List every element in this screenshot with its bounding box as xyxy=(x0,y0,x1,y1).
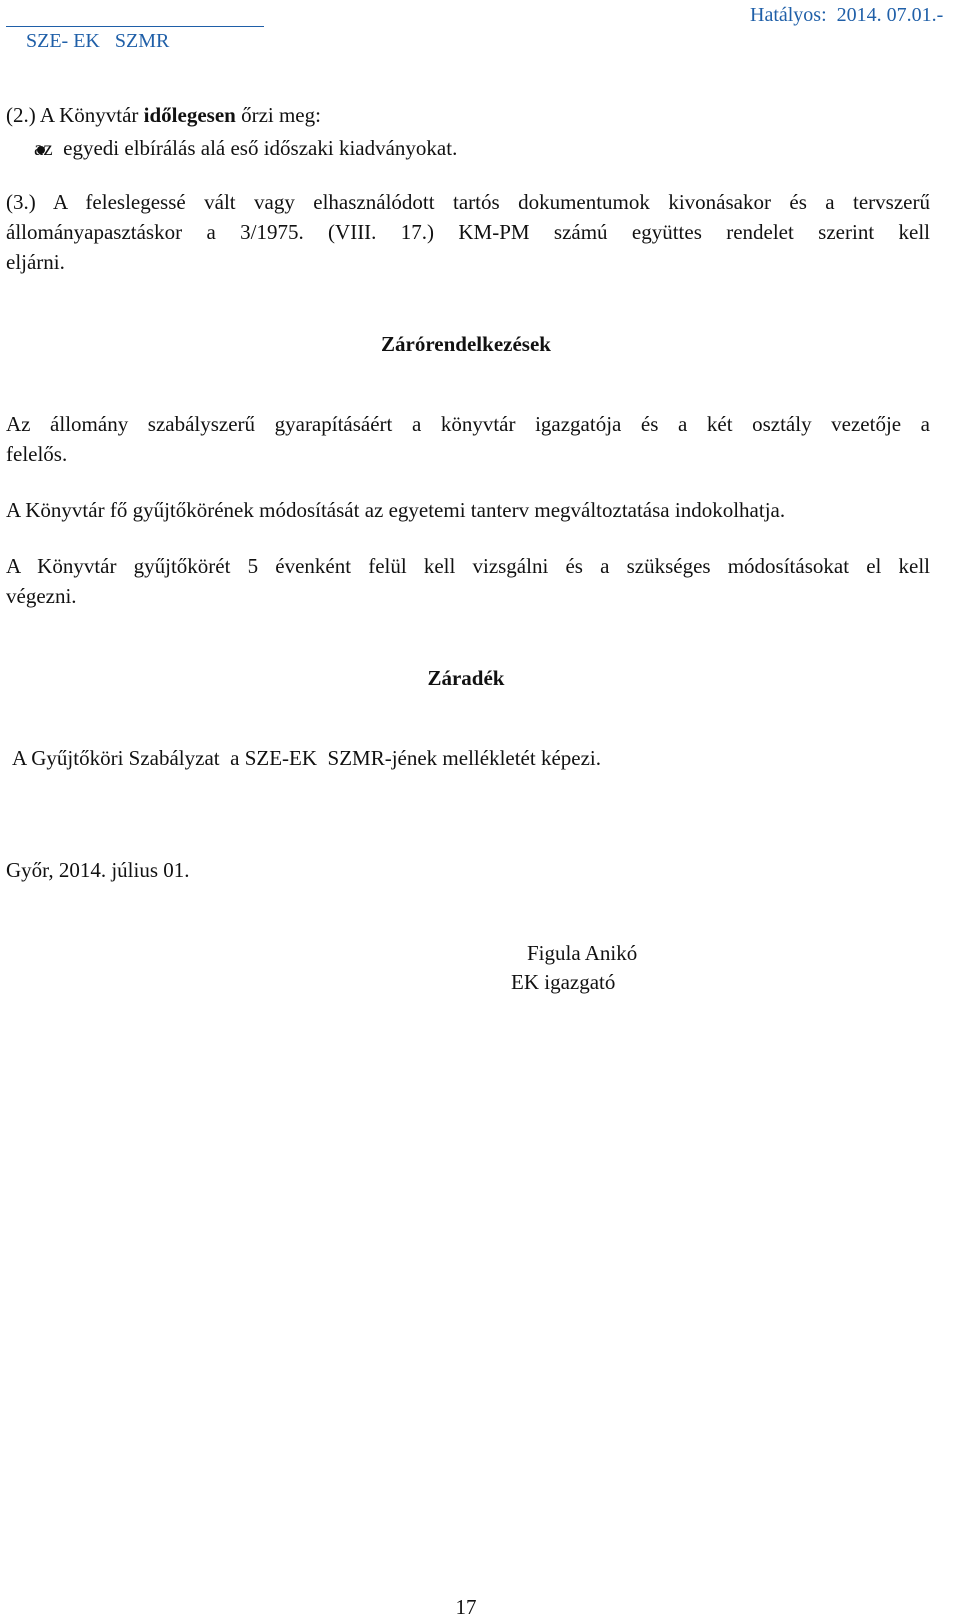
paragraph-2-suffix: őrzi meg: xyxy=(235,103,321,127)
paragraph-2 xyxy=(6,100,930,130)
header-underline xyxy=(6,26,264,27)
closing-paragraph-2 xyxy=(6,495,930,525)
header-document-code xyxy=(6,2,169,106)
header-effective-date: Hatályos: 2014. 07.01.- xyxy=(750,4,944,26)
header-document-code-text: SZE- EK SZMR xyxy=(26,30,170,52)
closing-paragraph-2-text: A Könyvtár fő gyűjtőkörének módosítását az egyetemi tanterv megváltoztatása indokolhatja. xyxy=(6,498,786,522)
paragraph-2-bold: időlegesen xyxy=(143,103,236,127)
closing-paragraph-3-line-1: A Könyvtár gyűjtőkörét 5 évenként felül kell vizsgálni és a szükséges módosításokat el kell xyxy=(6,554,930,578)
clause-text: A Gyűjtőköri Szabályzat a SZE-EK SZMR-jének mellékletét képezi. xyxy=(12,746,602,770)
closing-paragraph-3 xyxy=(6,551,930,611)
clause-heading: Záradék xyxy=(427,666,505,690)
place-and-date: Győr, 2014. július 01. xyxy=(6,858,190,882)
paragraph-3-line-3: eljárni. xyxy=(6,250,65,274)
closing-paragraph-3-line-2: végezni. xyxy=(6,584,77,608)
signatory-name: Figula Anikó xyxy=(527,941,638,965)
page-number: 17 xyxy=(455,1595,477,1619)
bullet-item: az egyedi elbírálás alá eső időszaki kiadványokat. xyxy=(34,136,458,160)
paragraph-3-line-1: (3.) A feleslegessé vált vagy elhasználódott tartós dokumentumok kivonásakor és a tervszerű xyxy=(6,190,930,214)
closing-paragraph-1-line-1: Az állomány szabályszerű gyarapításáért a könyvtár igazgatója és a két osztály vezetője a xyxy=(6,412,930,436)
paragraph-3-line-2: állományapasztáskor a 3/1975. (VIII. 17.) KM-PM számú együttes rendelet szerint kell xyxy=(6,220,930,244)
closing-paragraph-1-line-2: felelős. xyxy=(6,442,68,466)
paragraph-3 xyxy=(6,187,930,277)
paragraph-2-prefix: (2.) A Könyvtár xyxy=(6,103,144,127)
closing-provisions-heading: Zárórendelkezések xyxy=(381,332,551,356)
signatory-title: EK igazgató xyxy=(511,970,616,994)
closing-paragraph-1 xyxy=(6,409,930,469)
